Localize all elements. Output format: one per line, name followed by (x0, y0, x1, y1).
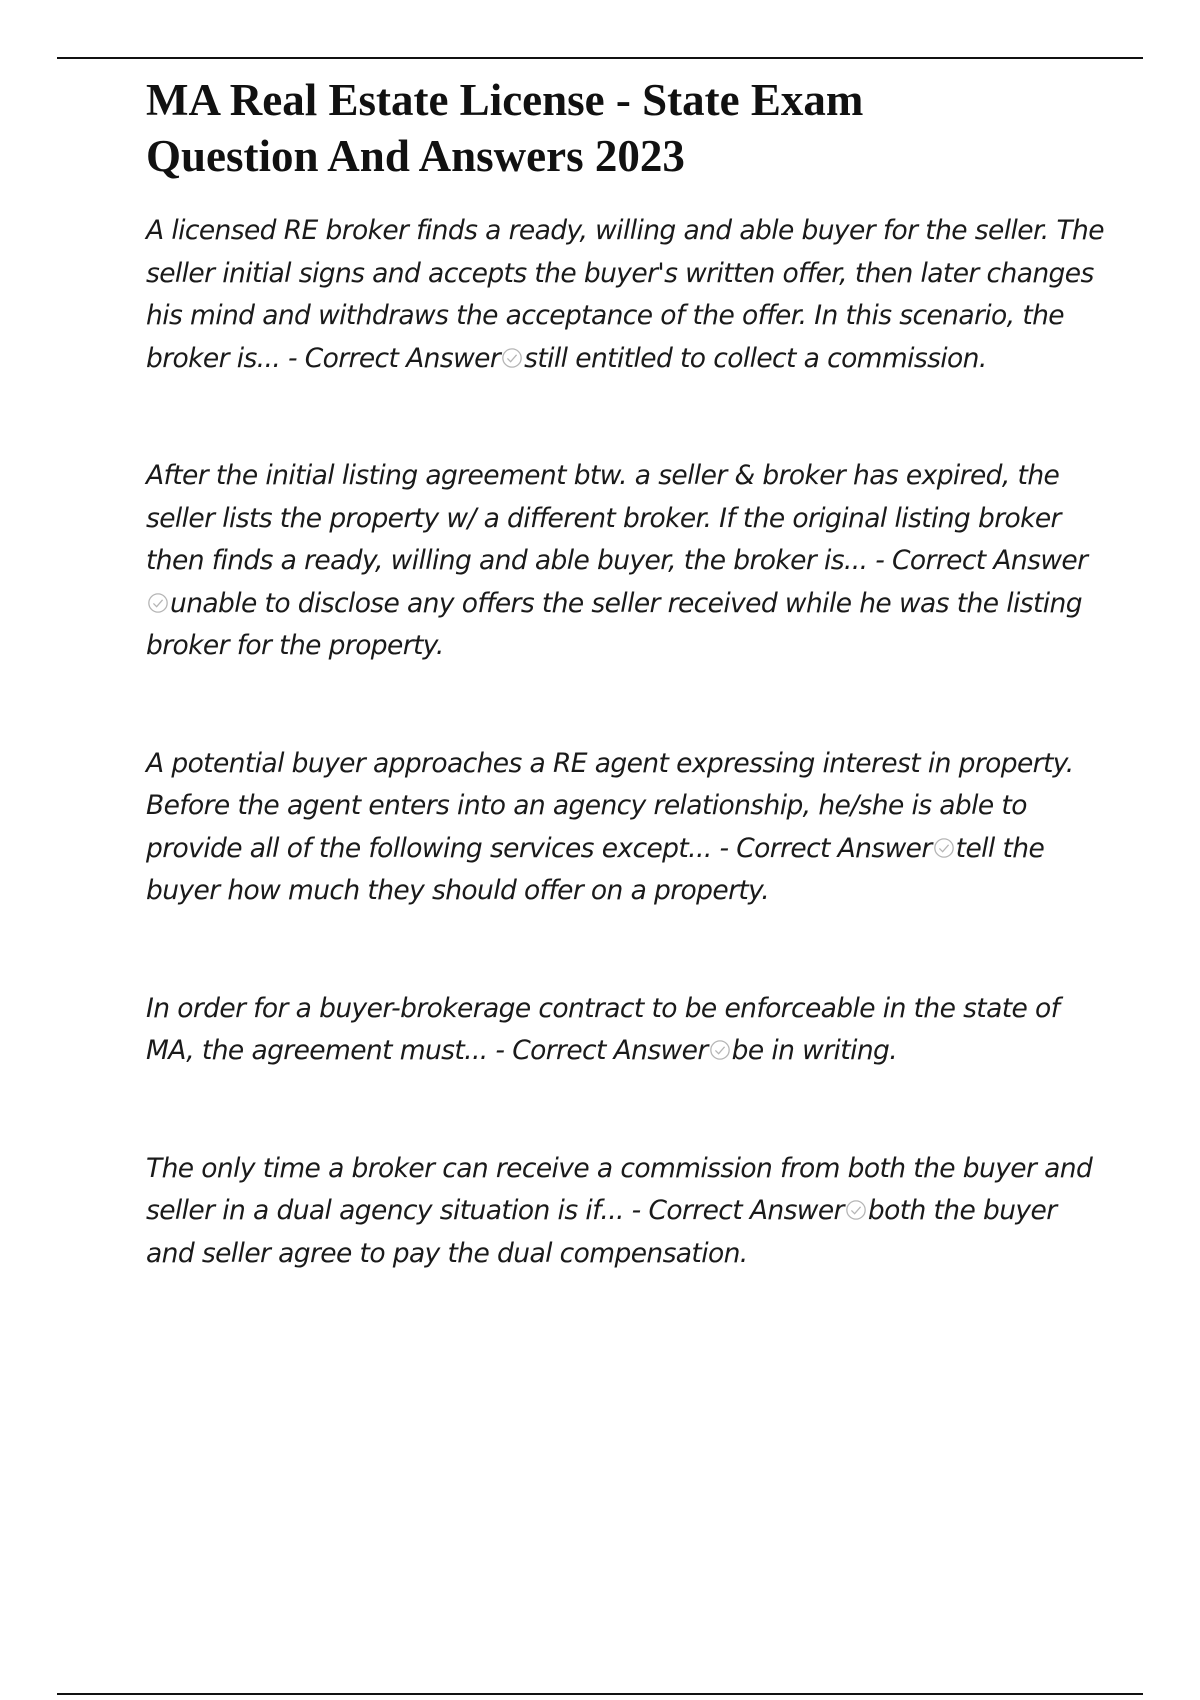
qa-item-3 (146, 743, 1106, 913)
check-circle-icon (147, 592, 169, 614)
top-divider (57, 57, 1143, 59)
document-body (146, 72, 1106, 1275)
qa-item-2 (146, 455, 1106, 668)
qa-item-1 (146, 210, 1106, 380)
qa-item-5 (146, 1148, 1106, 1276)
page-title (146, 72, 1106, 184)
answer-text: still entitled to collect a commission. (524, 342, 987, 374)
question-text: In order for a buyer-brokerage contract to be enforceable in the state of MA, the agreement must... - Correct Answer (146, 992, 1060, 1066)
answer-text: tell the buyer how much they should offer on a property. (146, 832, 1045, 906)
answer-text: be in writing. (731, 1035, 898, 1066)
check-circle-icon (709, 1039, 731, 1061)
question-text: The only time a broker can receive a commission from both the buyer and seller in a dual agency situation is if... - Correct Answer (146, 1152, 1093, 1226)
title-line-1: MA Real Estate License - State Exam (146, 75, 864, 125)
check-circle-icon (933, 837, 955, 859)
answer-text: unable to disclose any offers the seller received while he was the listing broker for the property. (146, 587, 1082, 661)
check-circle-icon (845, 1199, 867, 1221)
check-circle-icon (501, 347, 523, 369)
qa-item-4 (146, 988, 1106, 1073)
bottom-divider (57, 1693, 1143, 1695)
title-line-2: Question And Answers 2023 (146, 131, 685, 181)
question-text: After the initial listing agreement btw. a seller & broker has expired, the seller lists the property w/ a different broker. If the original listing broker then finds a ready, willing and able buyer, the broker is... - Correct Answer (146, 460, 1088, 576)
answer-text: both the buyer and seller agree to pay the dual compensation. (146, 1195, 1057, 1269)
question-text: A potential buyer approaches a RE agent expressing interest in property. Before the agent enters into an agency relationship, he/she is able to provide all of the following services except... - Correct Answer (146, 747, 1074, 864)
question-text: A licensed RE broker finds a ready, willing and able buyer for the seller. The seller initial signs and accepts the buyer's written offer, then later changes his mind and withdraws the acceptance of the offer. In this scenario, the broker is... - Correct Answer (146, 215, 1104, 374)
